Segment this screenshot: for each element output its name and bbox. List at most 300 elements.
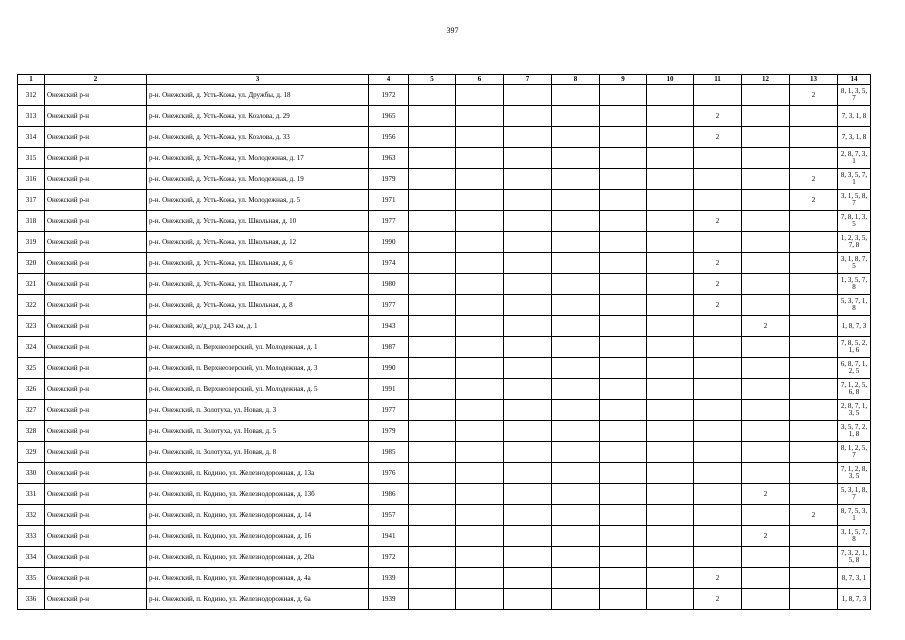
table-cell-col-6 bbox=[456, 274, 504, 295]
table-cell-col-11 bbox=[694, 358, 742, 379]
table-cell-col-8 bbox=[552, 547, 600, 568]
table-cell-col-13: 2 bbox=[790, 85, 838, 106]
table-cell-col-12 bbox=[742, 358, 790, 379]
table-cell-col-6 bbox=[456, 505, 504, 526]
table-cell-col-10 bbox=[647, 463, 694, 484]
table-cell-col-10 bbox=[647, 148, 694, 169]
table-row bbox=[18, 316, 871, 337]
table-cell-col-13 bbox=[790, 295, 838, 316]
table-cell-col-11 bbox=[694, 232, 742, 253]
table-cell-col-1: 317 bbox=[18, 190, 45, 211]
table-cell-col-2: Онежский р-н bbox=[45, 85, 147, 106]
table-cell-col-4: 1972 bbox=[369, 547, 409, 568]
column-header-10: 10 bbox=[647, 75, 694, 85]
table-cell-col-3: р-н. Онежский, п. Верхнеозерский, ул. Молодежная, д. 3 bbox=[147, 358, 369, 379]
table-cell-col-11 bbox=[694, 421, 742, 442]
table-cell-col-7 bbox=[504, 463, 552, 484]
table-cell-col-1: 315 bbox=[18, 148, 45, 169]
table-cell-col-6 bbox=[456, 295, 504, 316]
table-cell-col-14: 7, 8, 5, 2, 1, 6 bbox=[838, 337, 871, 358]
table-cell-col-7 bbox=[504, 232, 552, 253]
table-cell-col-6 bbox=[456, 526, 504, 547]
table-cell-col-8 bbox=[552, 211, 600, 232]
table-row bbox=[18, 148, 871, 169]
table-cell-col-10 bbox=[647, 589, 694, 610]
table-row bbox=[18, 211, 871, 232]
table-cell-col-8 bbox=[552, 190, 600, 211]
table-cell-col-10 bbox=[647, 337, 694, 358]
table-cell-col-4: 1943 bbox=[369, 316, 409, 337]
table-cell-col-7 bbox=[504, 316, 552, 337]
table-cell-col-5 bbox=[409, 253, 456, 274]
table-cell-col-13 bbox=[790, 253, 838, 274]
table-cell-col-3: р-н. Онежский, д. Усть-Кожа, ул. Молодежная, д. 19 bbox=[147, 169, 369, 190]
table-cell-col-14: 1, 2, 3, 5, 7, 8 bbox=[838, 232, 871, 253]
table-cell-col-14: 7, 3, 1, 8 bbox=[838, 127, 871, 148]
table-cell-col-1: 330 bbox=[18, 463, 45, 484]
column-header-9: 9 bbox=[600, 75, 647, 85]
table-cell-col-9 bbox=[600, 463, 647, 484]
table-cell-col-12 bbox=[742, 463, 790, 484]
table-cell-col-8 bbox=[552, 463, 600, 484]
table-cell-col-7 bbox=[504, 589, 552, 610]
table-cell-col-1: 313 bbox=[18, 106, 45, 127]
table-cell-col-1: 335 bbox=[18, 568, 45, 589]
table-cell-col-11 bbox=[694, 85, 742, 106]
table-cell-col-12 bbox=[742, 232, 790, 253]
table-cell-col-6 bbox=[456, 190, 504, 211]
table-cell-col-4: 1974 bbox=[369, 253, 409, 274]
table-cell-col-12 bbox=[742, 442, 790, 463]
column-header-13: 13 bbox=[790, 75, 838, 85]
table-cell-col-4: 1987 bbox=[369, 337, 409, 358]
table-cell-col-7 bbox=[504, 85, 552, 106]
table-cell-col-5 bbox=[409, 148, 456, 169]
table-cell-col-9 bbox=[600, 106, 647, 127]
table-cell-col-2: Онежский р-н bbox=[45, 358, 147, 379]
table-cell-col-9 bbox=[600, 505, 647, 526]
table-cell-col-8 bbox=[552, 589, 600, 610]
table-cell-col-4: 1980 bbox=[369, 274, 409, 295]
table-cell-col-7 bbox=[504, 442, 552, 463]
table-cell-col-6 bbox=[456, 169, 504, 190]
table-cell-col-6 bbox=[456, 547, 504, 568]
housing-register-table bbox=[17, 74, 871, 610]
table-row bbox=[18, 568, 871, 589]
table-cell-col-5 bbox=[409, 421, 456, 442]
column-header-7: 7 bbox=[504, 75, 552, 85]
table-cell-col-7 bbox=[504, 211, 552, 232]
table-cell-col-8 bbox=[552, 232, 600, 253]
table-cell-col-11 bbox=[694, 190, 742, 211]
table-row bbox=[18, 484, 871, 505]
table-cell-col-10 bbox=[647, 253, 694, 274]
table-cell-col-14: 5, 3, 1, 8, 7 bbox=[838, 484, 871, 505]
table-cell-col-2: Онежский р-н bbox=[45, 526, 147, 547]
table-cell-col-14: 8, 7, 3, 1 bbox=[838, 568, 871, 589]
table-cell-col-12 bbox=[742, 106, 790, 127]
table-cell-col-6 bbox=[456, 358, 504, 379]
table-cell-col-2: Онежский р-н bbox=[45, 568, 147, 589]
table-row bbox=[18, 442, 871, 463]
table-cell-col-10 bbox=[647, 127, 694, 148]
table-cell-col-11 bbox=[694, 484, 742, 505]
table-cell-col-1: 314 bbox=[18, 127, 45, 148]
table-cell-col-9 bbox=[600, 337, 647, 358]
table-cell-col-8 bbox=[552, 274, 600, 295]
table-cell-col-8 bbox=[552, 169, 600, 190]
table-cell-col-10 bbox=[647, 568, 694, 589]
table-cell-col-4: 1956 bbox=[369, 127, 409, 148]
table-row bbox=[18, 505, 871, 526]
table-cell-col-11: 2 bbox=[694, 106, 742, 127]
table-header bbox=[18, 75, 871, 85]
table-row bbox=[18, 253, 871, 274]
table-cell-col-2: Онежский р-н bbox=[45, 442, 147, 463]
table-cell-col-14: 3, 5, 7, 2, 1, 8 bbox=[838, 421, 871, 442]
table-cell-col-14: 8, 7, 5, 3, 1 bbox=[838, 505, 871, 526]
table-cell-col-3: р-н. Онежский, д. Усть-Кожа, ул. Школьная, д. 7 bbox=[147, 274, 369, 295]
table-cell-col-11: 2 bbox=[694, 253, 742, 274]
table-cell-col-3: р-н. Онежский, д. Усть-Кожа, ул. Школьная, д. 10 bbox=[147, 211, 369, 232]
table-cell-col-4: 1939 bbox=[369, 589, 409, 610]
table-cell-col-7 bbox=[504, 568, 552, 589]
column-header-5: 5 bbox=[409, 75, 456, 85]
table-cell-col-2: Онежский р-н bbox=[45, 505, 147, 526]
table-cell-col-8 bbox=[552, 295, 600, 316]
table-cell-col-7 bbox=[504, 190, 552, 211]
column-header-1: 1 bbox=[18, 75, 45, 85]
table-cell-col-7 bbox=[504, 253, 552, 274]
table-cell-col-10 bbox=[647, 169, 694, 190]
table-cell-col-1: 329 bbox=[18, 442, 45, 463]
table-cell-col-13 bbox=[790, 463, 838, 484]
table-row bbox=[18, 547, 871, 568]
table-cell-col-7 bbox=[504, 400, 552, 421]
table-cell-col-2: Онежский р-н bbox=[45, 232, 147, 253]
table-cell-col-8 bbox=[552, 148, 600, 169]
table-cell-col-8 bbox=[552, 358, 600, 379]
table-cell-col-6 bbox=[456, 127, 504, 148]
table-cell-col-14: 3, 1, 5, 7, 8 bbox=[838, 526, 871, 547]
table-cell-col-1: 325 bbox=[18, 358, 45, 379]
page-number: 397 bbox=[446, 26, 459, 35]
table-cell-col-2: Онежский р-н bbox=[45, 379, 147, 400]
table-cell-col-12 bbox=[742, 421, 790, 442]
table-cell-col-2: Онежский р-н bbox=[45, 295, 147, 316]
table-cell-col-3: р-н. Онежский, д. Усть-Кожа, ул. Молодежная, д. 5 bbox=[147, 190, 369, 211]
table-cell-col-1: 321 bbox=[18, 274, 45, 295]
table-cell-col-11 bbox=[694, 169, 742, 190]
table-cell-col-6 bbox=[456, 148, 504, 169]
table-cell-col-11 bbox=[694, 463, 742, 484]
table-cell-col-1: 312 bbox=[18, 85, 45, 106]
table-cell-col-1: 334 bbox=[18, 547, 45, 568]
table-cell-col-9 bbox=[600, 169, 647, 190]
table-cell-col-5 bbox=[409, 295, 456, 316]
table-cell-col-11: 2 bbox=[694, 274, 742, 295]
table-cell-col-2: Онежский р-н bbox=[45, 589, 147, 610]
table-cell-col-3: р-н. Онежский, п. Золотуха, ул. Новая, д. 3 bbox=[147, 400, 369, 421]
table-cell-col-9 bbox=[600, 316, 647, 337]
table-row bbox=[18, 232, 871, 253]
table-cell-col-3: р-н. Онежский, п. Золотуха, ул. Новая, д. 8 bbox=[147, 442, 369, 463]
table-cell-col-12 bbox=[742, 169, 790, 190]
table-cell-col-4: 1939 bbox=[369, 568, 409, 589]
table-cell-col-7 bbox=[504, 127, 552, 148]
table-cell-col-5 bbox=[409, 232, 456, 253]
table-cell-col-7 bbox=[504, 421, 552, 442]
table-cell-col-14: 6, 8, 7, 1, 2, 5 bbox=[838, 358, 871, 379]
table-cell-col-10 bbox=[647, 295, 694, 316]
table-cell-col-6 bbox=[456, 484, 504, 505]
table-cell-col-6 bbox=[456, 232, 504, 253]
table-cell-col-10 bbox=[647, 316, 694, 337]
table-row bbox=[18, 274, 871, 295]
table-cell-col-10 bbox=[647, 547, 694, 568]
table-cell-col-3: р-н. Онежский, п. Кодино, ул. Железнодорожная, д. 13б bbox=[147, 484, 369, 505]
table-cell-col-10 bbox=[647, 211, 694, 232]
table-cell-col-10 bbox=[647, 526, 694, 547]
table-cell-col-13 bbox=[790, 526, 838, 547]
table-cell-col-5 bbox=[409, 589, 456, 610]
table-row bbox=[18, 337, 871, 358]
table-cell-col-13 bbox=[790, 400, 838, 421]
table-cell-col-12 bbox=[742, 400, 790, 421]
table-cell-col-11: 2 bbox=[694, 589, 742, 610]
table-cell-col-5 bbox=[409, 547, 456, 568]
table-cell-col-1: 324 bbox=[18, 337, 45, 358]
table-cell-col-2: Онежский р-н bbox=[45, 274, 147, 295]
column-header-2: 2 bbox=[45, 75, 147, 85]
table-cell-col-7 bbox=[504, 484, 552, 505]
table-cell-col-6 bbox=[456, 337, 504, 358]
table-cell-col-7 bbox=[504, 547, 552, 568]
table-cell-col-11 bbox=[694, 337, 742, 358]
column-header-11: 11 bbox=[694, 75, 742, 85]
table-cell-col-1: 319 bbox=[18, 232, 45, 253]
table-cell-col-11: 2 bbox=[694, 568, 742, 589]
table-cell-col-3: р-н. Онежский, п. Кодино, ул. Железнодорожная, д. 20а bbox=[147, 547, 369, 568]
table-cell-col-3: р-н. Онежский, п. Золотуха, ул. Новая, д. 5 bbox=[147, 421, 369, 442]
table-cell-col-1: 322 bbox=[18, 295, 45, 316]
table-cell-col-5 bbox=[409, 274, 456, 295]
table-cell-col-12 bbox=[742, 253, 790, 274]
table-cell-col-11 bbox=[694, 316, 742, 337]
column-header-4: 4 bbox=[369, 75, 409, 85]
table-cell-col-9 bbox=[600, 442, 647, 463]
table-row bbox=[18, 106, 871, 127]
table-cell-col-1: 328 bbox=[18, 421, 45, 442]
table-cell-col-5 bbox=[409, 505, 456, 526]
table-cell-col-6 bbox=[456, 442, 504, 463]
table-cell-col-10 bbox=[647, 106, 694, 127]
table-cell-col-11 bbox=[694, 526, 742, 547]
table-cell-col-7 bbox=[504, 358, 552, 379]
table-cell-col-13 bbox=[790, 568, 838, 589]
table-cell-col-4: 1941 bbox=[369, 526, 409, 547]
table-row bbox=[18, 400, 871, 421]
table-cell-col-5 bbox=[409, 484, 456, 505]
table-cell-col-3: р-н. Онежский, д. Усть-Кожа, ул. Школьная, д. 12 bbox=[147, 232, 369, 253]
table-cell-col-14: 7, 1, 2, 5, 6, 8 bbox=[838, 379, 871, 400]
table-cell-col-8 bbox=[552, 253, 600, 274]
table-cell-col-4: 1991 bbox=[369, 379, 409, 400]
table-row bbox=[18, 526, 871, 547]
column-header-8: 8 bbox=[552, 75, 600, 85]
table-cell-col-11: 2 bbox=[694, 127, 742, 148]
table-cell-col-7 bbox=[504, 106, 552, 127]
table-cell-col-2: Онежский р-н bbox=[45, 127, 147, 148]
table-cell-col-12 bbox=[742, 337, 790, 358]
table-cell-col-12 bbox=[742, 295, 790, 316]
table-cell-col-5 bbox=[409, 379, 456, 400]
table-cell-col-4: 1990 bbox=[369, 232, 409, 253]
table-cell-col-9 bbox=[600, 274, 647, 295]
table-cell-col-14: 8, 1, 2, 5, 7 bbox=[838, 442, 871, 463]
table-cell-col-2: Онежский р-н bbox=[45, 169, 147, 190]
table-cell-col-13 bbox=[790, 106, 838, 127]
table-cell-col-1: 318 bbox=[18, 211, 45, 232]
table-cell-col-13 bbox=[790, 127, 838, 148]
table-cell-col-4: 1986 bbox=[369, 484, 409, 505]
table-cell-col-5 bbox=[409, 358, 456, 379]
table-row bbox=[18, 295, 871, 316]
table-cell-col-12: 2 bbox=[742, 484, 790, 505]
table-row bbox=[18, 589, 871, 610]
table-body bbox=[18, 85, 871, 610]
table-cell-col-5 bbox=[409, 106, 456, 127]
table-cell-col-2: Онежский р-н bbox=[45, 547, 147, 568]
table-cell-col-4: 1957 bbox=[369, 505, 409, 526]
table-cell-col-6 bbox=[456, 421, 504, 442]
table-cell-col-8 bbox=[552, 526, 600, 547]
table-cell-col-6 bbox=[456, 400, 504, 421]
table-cell-col-3: р-н. Онежский, д. Усть-Кожа, ул. Молодежная, д. 17 bbox=[147, 148, 369, 169]
table-cell-col-6 bbox=[456, 211, 504, 232]
table-cell-col-3: р-н. Онежский, п. Кодино, ул. Железнодорожная, д. 14 bbox=[147, 505, 369, 526]
table-cell-col-2: Онежский р-н bbox=[45, 253, 147, 274]
column-header-12: 12 bbox=[742, 75, 790, 85]
table-cell-col-5 bbox=[409, 127, 456, 148]
table-cell-col-7 bbox=[504, 337, 552, 358]
header-row bbox=[18, 75, 871, 85]
table-cell-col-9 bbox=[600, 253, 647, 274]
table-cell-col-9 bbox=[600, 148, 647, 169]
table-cell-col-8 bbox=[552, 337, 600, 358]
table-cell-col-9 bbox=[600, 190, 647, 211]
table-cell-col-12: 2 bbox=[742, 526, 790, 547]
table-cell-col-5 bbox=[409, 568, 456, 589]
table-cell-col-13 bbox=[790, 211, 838, 232]
table-cell-col-1: 331 bbox=[18, 484, 45, 505]
table-cell-col-10 bbox=[647, 400, 694, 421]
table-cell-col-4: 1979 bbox=[369, 421, 409, 442]
table-cell-col-10 bbox=[647, 232, 694, 253]
table-cell-col-10 bbox=[647, 505, 694, 526]
table-cell-col-1: 336 bbox=[18, 589, 45, 610]
table-cell-col-12: 2 bbox=[742, 316, 790, 337]
table-cell-col-9 bbox=[600, 379, 647, 400]
table-cell-col-1: 316 bbox=[18, 169, 45, 190]
table-row bbox=[18, 190, 871, 211]
table-cell-col-14: 8, 3, 5, 7, 1 bbox=[838, 169, 871, 190]
table-cell-col-9 bbox=[600, 484, 647, 505]
table-row bbox=[18, 421, 871, 442]
table-cell-col-4: 1971 bbox=[369, 190, 409, 211]
table-cell-col-8 bbox=[552, 85, 600, 106]
table-row bbox=[18, 358, 871, 379]
table-cell-col-3: р-н. Онежский, п. Кодино, ул. Железнодорожная, д. 6а bbox=[147, 589, 369, 610]
table-cell-col-4: 1977 bbox=[369, 400, 409, 421]
table-cell-col-9 bbox=[600, 547, 647, 568]
table-cell-col-5 bbox=[409, 169, 456, 190]
table-cell-col-13 bbox=[790, 274, 838, 295]
table-cell-col-14: 2, 8, 7, 1, 3, 5 bbox=[838, 400, 871, 421]
table-cell-col-6 bbox=[456, 106, 504, 127]
table-cell-col-6 bbox=[456, 568, 504, 589]
table-cell-col-4: 1979 bbox=[369, 169, 409, 190]
table-cell-col-2: Онежский р-н bbox=[45, 106, 147, 127]
table-cell-col-2: Онежский р-н bbox=[45, 316, 147, 337]
table-cell-col-6 bbox=[456, 379, 504, 400]
table-cell-col-7 bbox=[504, 526, 552, 547]
table-cell-col-1: 320 bbox=[18, 253, 45, 274]
table-cell-col-12 bbox=[742, 505, 790, 526]
table-cell-col-9 bbox=[600, 211, 647, 232]
table-cell-col-14: 1, 8, 7, 3 bbox=[838, 316, 871, 337]
table-cell-col-13 bbox=[790, 316, 838, 337]
table-cell-col-1: 327 bbox=[18, 400, 45, 421]
table-cell-col-14: 7, 8, 1, 3, 5 bbox=[838, 211, 871, 232]
table-cell-col-4: 1976 bbox=[369, 463, 409, 484]
table-cell-col-12 bbox=[742, 379, 790, 400]
column-header-14: 14 bbox=[838, 75, 871, 85]
table-cell-col-3: р-н. Онежский, д. Усть-Кожа, ул. Козлова, д. 33 bbox=[147, 127, 369, 148]
table-cell-col-8 bbox=[552, 400, 600, 421]
table-cell-col-11 bbox=[694, 442, 742, 463]
table-cell-col-10 bbox=[647, 442, 694, 463]
table-cell-col-10 bbox=[647, 421, 694, 442]
table-cell-col-1: 332 bbox=[18, 505, 45, 526]
table-cell-col-13 bbox=[790, 484, 838, 505]
table-cell-col-14: 7, 1, 2, 8, 3, 5 bbox=[838, 463, 871, 484]
table-cell-col-5 bbox=[409, 400, 456, 421]
table-cell-col-11: 2 bbox=[694, 295, 742, 316]
table-cell-col-6 bbox=[456, 589, 504, 610]
table-cell-col-13 bbox=[790, 358, 838, 379]
table-cell-col-7 bbox=[504, 505, 552, 526]
table-cell-col-3: р-н. Онежский, д. Усть-Кожа, ул. Школьная, д. 6 bbox=[147, 253, 369, 274]
table-cell-col-5 bbox=[409, 442, 456, 463]
table-cell-col-13 bbox=[790, 232, 838, 253]
table-row bbox=[18, 169, 871, 190]
table-cell-col-9 bbox=[600, 232, 647, 253]
table-cell-col-3: р-н. Онежский, п. Кодино, ул. Железнодорожная, д. 4а bbox=[147, 568, 369, 589]
table-cell-col-7 bbox=[504, 274, 552, 295]
table-cell-col-7 bbox=[504, 148, 552, 169]
table-cell-col-8 bbox=[552, 127, 600, 148]
table-cell-col-2: Онежский р-н bbox=[45, 463, 147, 484]
table-cell-col-5 bbox=[409, 211, 456, 232]
table-cell-col-9 bbox=[600, 85, 647, 106]
table-cell-col-2: Онежский р-н bbox=[45, 190, 147, 211]
table-cell-col-8 bbox=[552, 421, 600, 442]
table-cell-col-13 bbox=[790, 379, 838, 400]
table-cell-col-4: 1977 bbox=[369, 211, 409, 232]
table-cell-col-11 bbox=[694, 400, 742, 421]
table-cell-col-9 bbox=[600, 295, 647, 316]
